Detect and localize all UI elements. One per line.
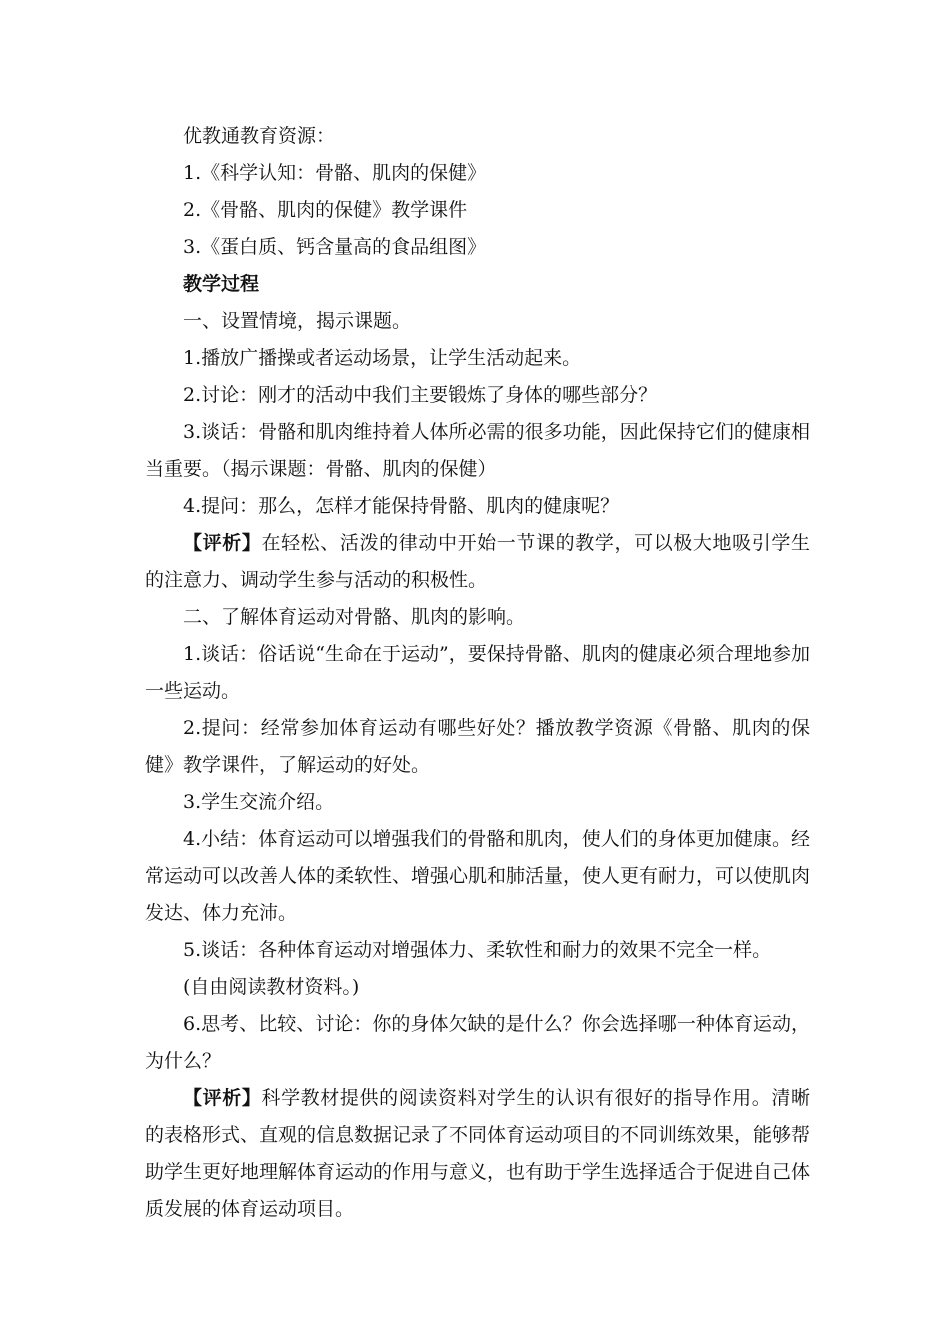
section-title: 二、了解体育运动对骨骼、肌肉的影响。 (183, 606, 526, 628)
section-item: 4.提问：那么，怎样才能保持骨骼、肌肉的健康呢？ (183, 495, 620, 517)
section-title: 一、设置情境，揭示课题。 (183, 310, 412, 332)
section-item: 3.谈话：骨骼和肌肉维持着人体所必需的很多功能，因此保持它们的健康相当重要。（揭示课题：骨骼、肌肉的保健） (145, 421, 810, 480)
section-item: (自由阅读教材资料。) (183, 976, 360, 998)
comment-tag: 【评析】 (183, 532, 262, 554)
document-page (145, 118, 810, 1228)
resource-item: 2.《骨骼、肌肉的保健》教学课件 (183, 199, 468, 221)
section-item: 6.思考、比较、讨论：你的身体欠缺的是什么？你会选择哪一种体育运动，为什么？ (145, 1013, 810, 1072)
resource-item: 1.《科学认知：骨骼、肌肉的保健》 (183, 162, 487, 184)
section-item: 2.提问：经常参加体育运动有哪些好处？播放教学资源《骨骼、肌肉的保健》教学课件，了解运动的好处。 (145, 717, 810, 776)
section-item: 1.播放广播操或者运动场景，让学生活动起来。 (183, 347, 582, 369)
resource-item: 3.《蛋白质、钙含量高的食品组图》 (183, 236, 487, 258)
comment-paragraph (145, 1080, 810, 1228)
section-item: 5.谈话：各种体育运动对增强体力、柔软性和耐力的效果不完全一样。 (183, 939, 772, 961)
comment-tag: 【评析】 (183, 1087, 262, 1109)
resources-title: 优教通教育资源： (183, 125, 336, 147)
section-item: 4.小结：体育运动可以增强我们的骨骼和肌肉，使人们的身体更加健康。经常运动可以改善人体的柔软性、增强心肌和肺活量，使人更有耐力，可以使肌肉发达、体力充沛。 (145, 828, 811, 924)
comment-text: 在轻松、活泼的律动中开始一节课的教学，可以极大地吸引学生的注意力、调动学生参与活动的积极性。 (145, 532, 810, 591)
section-item: 1.谈话：俗话说“生命在于运动”，要保持骨骼、肌肉的健康必须合理地参加一些运动。 (145, 643, 810, 702)
process-heading: 教学过程 (183, 273, 260, 295)
comment-paragraph (145, 525, 810, 599)
comment-text: 科学教材提供的阅读资料对学生的认识有很好的指导作用。清晰的表格形式、直观的信息数据记录了不同体育运动项目的不同训练效果，能够帮助学生更好地理解体育运动的作用与意义，也有助于学生选择适合于促进自己体质发展的体育运动项目。 (145, 1087, 811, 1220)
section-item: 2.讨论：刚才的活动中我们主要锻炼了身体的哪些部分？ (183, 384, 658, 406)
section-item: 3.学生交流介绍。 (183, 791, 335, 813)
